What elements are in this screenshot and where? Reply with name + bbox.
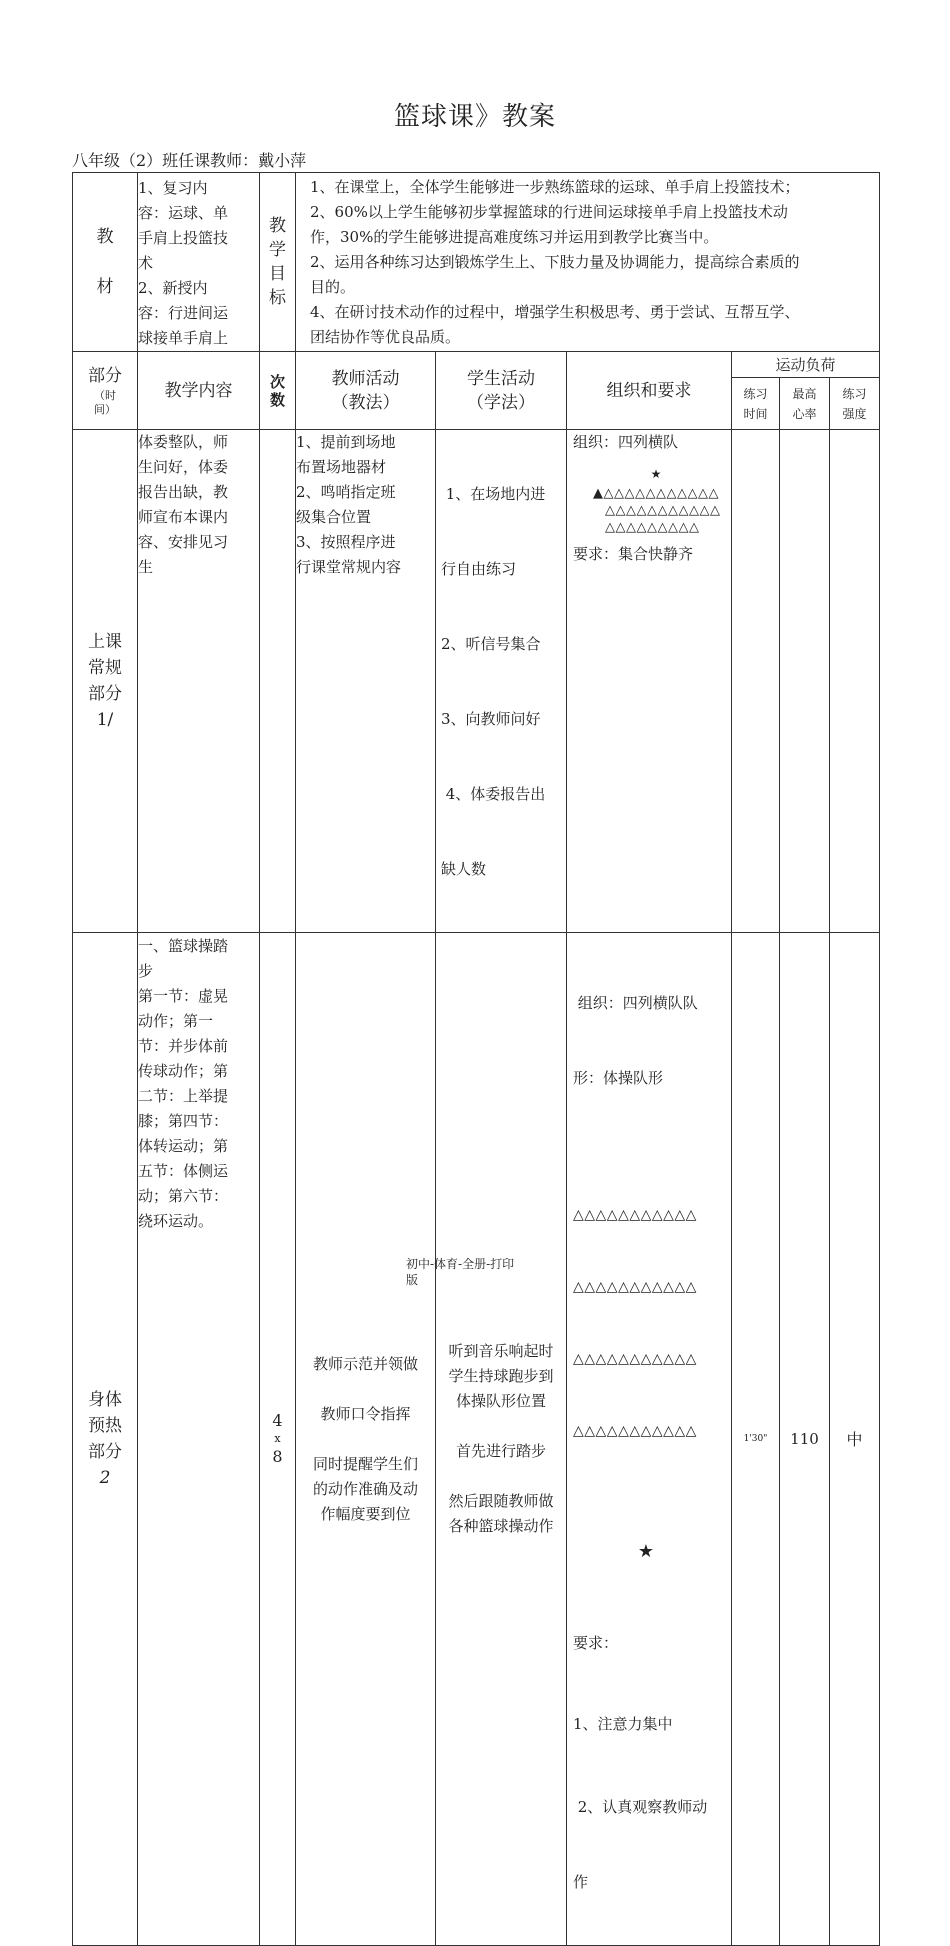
teacher-star-icon: ★ <box>637 1541 655 1562</box>
formation-diagram: ▲△△△△△△△△△△△ △△△△△△△△△△△ △△△△△△△△△ <box>593 486 721 535</box>
table-row <box>73 430 880 933</box>
row2-heart-rate: 110 <box>780 933 830 1946</box>
col-count-header: 次 数 <box>260 352 296 430</box>
row2-student: 听到音乐响起时 学生持球跑步到 体操队形位置 首先进行踏步 然后跟随教师做 各种篮球操动作 <box>436 933 567 1946</box>
row1-part: 上课 常规 部分 1/ <box>73 430 138 933</box>
table-row <box>73 933 880 1946</box>
col-load-header: 运动负荷 <box>732 352 880 378</box>
col-part-header: 部分 （时 间） <box>73 352 138 430</box>
row2-intensity: 中 <box>830 933 880 1946</box>
row2-org: 组织：四列横队队 形：体操队形 △△△△△△△△△△△ △△△△△△△△△△△ △△△△△△△△△△△ △△△△△△△△△△△ ★ 要求： 1、注意力集中 2、认真观察教师动 作 <box>567 933 732 1946</box>
page-title: 篮球课》教案 <box>393 102 556 132</box>
col-student-header: 学生活动 （学法） <box>436 352 567 430</box>
class-teacher-line: 八年级（2）班任课教师：戴小萍 <box>72 151 307 170</box>
footer-note: 初中-体育-全册-打印 版 <box>406 1257 515 1287</box>
objectives-label: 教 学 目 标 <box>260 173 296 352</box>
materials-label: 教 材 <box>73 173 138 352</box>
col-load-intensity: 练习 强度 <box>830 378 880 430</box>
row1-intensity <box>830 430 880 933</box>
row2-count: 4 x 8 <box>260 933 296 1946</box>
col-teacher-header: 教师活动 （教法） <box>296 352 436 430</box>
materials-content: 1、复习内 容：运球、单 手肩上投篮技 术 2、新授内 容：行进间运 球接单手肩上 <box>138 173 260 352</box>
col-org-header: 组织和要求 <box>567 352 732 430</box>
row1-org: 组织：四列横队 ★ ▲△△△△△△△△△△△ △△△△△△△△△△△ △△△△△△△△△ 要求：集合快静齐 <box>567 430 732 933</box>
objectives-content: 1、在课堂上，全体学生能够进一步熟练篮球的运球、单手肩上投篮技术； 2、60%以上学生能够初步掌握篮球的行进间运球接单手肩上投篮技术动 作，30%的学生能够进提高难度练习并运用到教学比赛当中。 2、运用各种练习达到锻炼学生上、下肢力量及协调能力，提高综合素质的 目的。 4、在研讨技术动作的过程中，增强学生积极思考、勇于尝试、互帮互学、 团结协作等优良品质。 <box>296 173 880 352</box>
col-load-time: 练习 时间 <box>732 378 780 430</box>
header-row <box>73 352 880 378</box>
row1-time <box>732 430 780 933</box>
row1-content: 体委整队，师 生问好，体委 报告出缺，教 师宣布本课内 容、安排见习 生 <box>138 430 260 933</box>
row1-heart-rate <box>780 430 830 933</box>
row2-part: 身体 预热 部分 2 <box>73 933 138 1946</box>
row2-time: 1'30" <box>732 933 780 1946</box>
col-load-heart-rate: 最高 心率 <box>780 378 830 430</box>
row2-content: 一、篮球操踏 步 第一节：虚晃 动作；第一 节：并步体前 传球动作；第 二节：上举提 膝；第四节： 体转运动；第 五节：体侧运 动；第六节： 绕环运动。 <box>138 933 260 1946</box>
row1-student: 1、在场地内进 行自由练习 2、听信号集合 3、向教师问好 4、体委报告出 缺人数 <box>436 430 567 933</box>
col-content-header: 教学内容 <box>138 352 260 430</box>
row1-count <box>260 430 296 933</box>
materials-row <box>73 173 880 352</box>
teacher-star-icon: ★ <box>650 467 662 481</box>
row1-teacher: 1、提前到场地 布置场地器材 2、鸣哨指定班 级集合位置 3、按照程序进 行课堂常规内容 <box>296 430 436 933</box>
formation-diagram: △△△△△△△△△△△ △△△△△△△△△△△ △△△△△△△△△△△ △△△△△△△△△△△ <box>573 1207 697 1439</box>
lesson-plan-table <box>72 172 880 1946</box>
row2-teacher: 教师示范并领做 教师口令指挥 同时提醒学生们 的动作准确及动 作幅度要到位 <box>296 933 436 1946</box>
